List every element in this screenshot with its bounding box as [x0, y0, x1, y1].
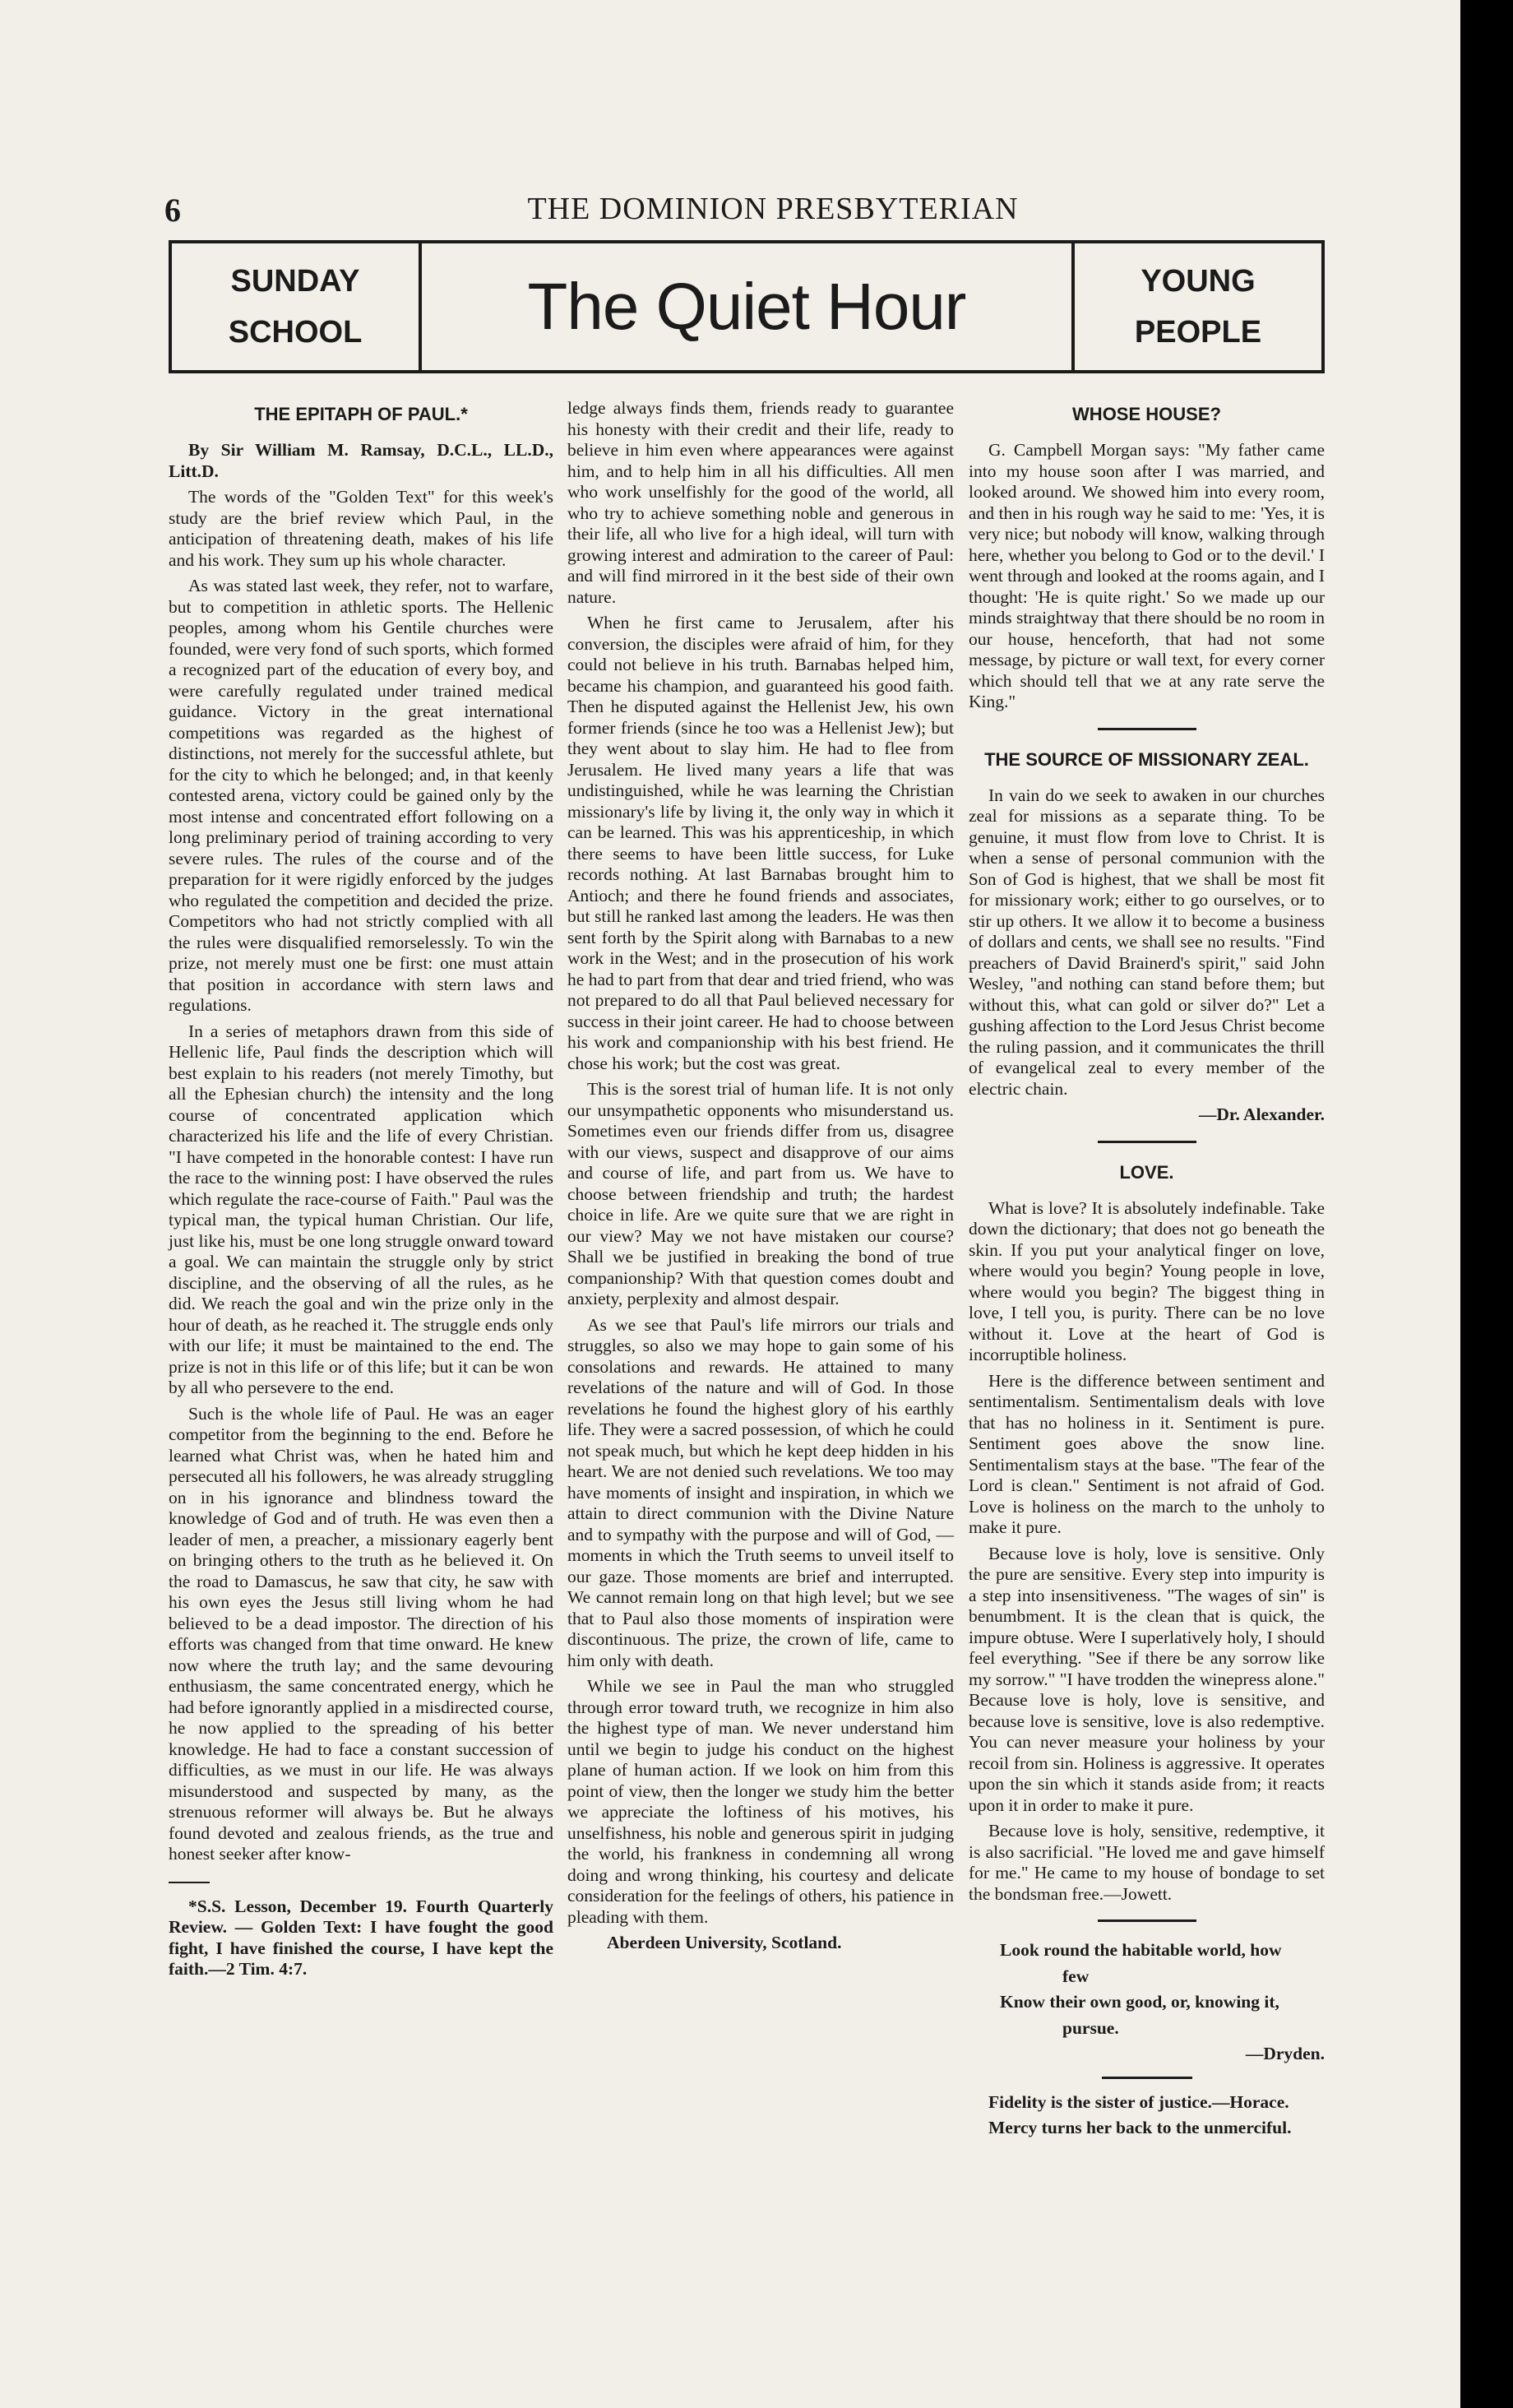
section-title: The Quiet Hour: [527, 270, 966, 343]
section-banner: [169, 240, 1325, 373]
banner-left-line2: SCHOOL: [228, 315, 363, 350]
running-head: [164, 191, 1381, 240]
article-paragraph: This is the sorest trial of human life. It is not only our unsympathetic opponents who misunderstand us. Sometimes even our friends differ from us, disagree with our views, suspect and disapprove of our aims and course of life, and part from us. We have to choose between friendship and truth; the hardest choice in life. Are we quite sure that we are right in our view? May we not have mistaken our course? Shall we be justified in breaking the bond of true companionship? With that question comes doubt and anxiety, perplexity and almost despair.: [567, 1079, 954, 1308]
footnote-divider: [169, 1882, 210, 1883]
article-paragraph: Here is the difference between sentiment and sentimentalism. Sentimentalism deals with love that has no holiness in it. Sentiment is pure. Sentiment goes above the snow line. Sentimentalism stays at the base. "The fear of the Lord is clean." Sentiment is not afraid of God. Love is holiness on the march to the unholy to make it pure.: [969, 1370, 1325, 1537]
banner-center-box: [422, 243, 1071, 370]
banner-left-box: [172, 243, 422, 370]
article-paragraph: In vain do we seek to awaken in our churches zeal for missions as a separate thing. To be genuine, it must flow from love to Christ. It is when a sense of personal communion with the Son of God is highest, that we shall be most fit for missionary work; either to go ourselves, or to stir up others. It we allow it to become a business of dollars and cents, we shall see no results. "Find preachers of David Brainerd's spirit," said John Wesley, "and nothing can stand before them; but without this, what can gold or silver do?" Let a gushing affection to the Lord Jesus Christ become the ruling passion, and it communicates the thrill of evangelical zeal to every member of the electric chain.: [969, 785, 1325, 1099]
poem-line: Know their own good, or, knowing it,: [1000, 1992, 1279, 2012]
article-heading: THE SOURCE OF MISSIONARY ZEAL.: [984, 748, 1309, 770]
article-paragraph: As was stated last week, they refer, not to warfare, but to competition in athletic sports. The Hellenic peoples, among whom his Gentile churches were founded, were very fond of such sports, which formed a recognized part of the education of every boy, and were carefully regulated under trained medical guidance. Victory in the great international competitions was regarded as the highest of distinctions, not merely for the successful athlete, but for the city to which he belonged; and, in that keenly contested arena, victory could be gained only by the most intense and concentrated effort following on a long preliminary period of training according to very severe rules. The rules of the course and of the preparation for it were rigidly enforced by the judges who regulated the competition and decided the prize. Competitors who had not strictly complied with all the rules were disqualified remorselessly. To win the prize, not merely must one be first: one must attain that position in accordance with stern laws and regulations.: [169, 576, 553, 1015]
banner-right-line2: PEOPLE: [1134, 315, 1262, 350]
maxim: Fidelity is the sister of justice.—Horace.: [988, 2091, 1289, 2112]
article-paragraph: When he first came to Jerusalem, after his conversion, the disciples were afraid of him, for they could not believe in his truth. Barnabas helped him, became his champion, and guaranteed his good faith. Then he disputed against the Hellenist Jew, his own former friends (since he too was a Hellenist Jew); but they went about to slay him. He had to flee from Jerusalem. He lived many years a life that was undistinguished, while he was learning the Christian missionary's life by living it, the only way in which it can be learned. This was his apprenticeship, in which there seems to have been little success, for Luke records nothing. At last Barnabas brought him to Antioch; and there he found friends and associates, but still he ranked last among the leaders. He was then sent forth by the Spirit along with Barnabas to a new work in the West; and in the prosecution of his work he had to part from that dear and tried friend, who was not prepared to do all that Paul believed necessary for success in their joint career. He had to choose between his work and companionship with his best friend. He chose his work; but the cost was great.: [567, 613, 954, 1073]
column-1: [169, 398, 553, 1985]
section-divider: [1098, 1141, 1196, 1143]
banner-right-line1: YOUNG: [1141, 264, 1256, 299]
article-paragraph: What is love? It is absolutely indefinable. Take down the dictionary; that does not go beneath the skin. If you put your analytical finger on love, where would you begin? Young people in love, where would you begin? The biggest thing in love, I tell you, is purity. There can be no love without it. Love at the heart of God is incorruptible holiness.: [969, 1197, 1325, 1364]
section-divider: [1102, 2077, 1192, 2079]
page-number: 6: [164, 192, 181, 229]
article-paragraph: While we see in Paul the man who struggled through error toward truth, we recognize in him also the highest type of man. We never understand him until we begin to judge his conduct on the highest plane of human action. If we look on him from this point of view, then the longer we study him the better we appreciate the loftiness of his motives, his unselfishness, his noble and generous spirit in judging the world, his frankness in condemning all wrong doing and wrong thinking, his courtesy and delicate consideration for the feelings of others, his patience in pleading with them.: [567, 1676, 954, 1927]
article-byline: By Sir William M. Ramsay, D.C.L., LL.D., Litt.D.: [169, 440, 553, 481]
section-divider: [1098, 1919, 1196, 1922]
footnote: *S.S. Lesson, December 19. Fourth Quarterly Review. — Golden Text: I have fought the good fight, I have finished the course, I have kept the faith.—2 Tim. 4:7.: [169, 1896, 553, 1979]
article-paragraph: Because love is holy, love is sensitive. Only the pure are sensitive. Every step into impurity is a step into insensitiveness. "The wages of sin" is benumbment. It is the clean that is quick, the impure obtuse. Were I superlatively holy, I should feel everything. "See if there be any sorrow like my sorrow." "I have trodden the winepress alone." Because love is holy, love is sensitive, and because love is sensitive, love is also redemptive. You can never measure your holiness by your recoil from sin. Holiness is aggressive. It operates upon the sin which it stands aside from; it reacts upon it in order to make it pure.: [969, 1543, 1325, 1815]
article-heading: THE EPITAPH OF PAUL.*: [254, 404, 468, 424]
banner-right-box: [1071, 243, 1321, 370]
poem-line: pursue.: [1062, 2017, 1119, 2038]
article-heading: WHOSE HOUSE?: [1072, 404, 1221, 424]
column-2: [567, 398, 954, 1959]
poem-line: Look round the habitable world, how: [1000, 1940, 1282, 1960]
article-paragraph: Because love is holy, sensitive, redemptive, it is also sacrificial. "He loved me and gave himself for me." He came to my house of bondage to set the bondsman free.—Jowett.: [969, 1821, 1325, 1904]
poem-attribution: —Dryden.: [1245, 2044, 1325, 2063]
journal-title: THE DOMINION PRESBYTERIAN: [527, 192, 1019, 226]
column-3: [969, 398, 1325, 2144]
poem-line: few: [1062, 1966, 1090, 1986]
article-paragraph: As we see that Paul's life mirrors our trials and struggles, so also we may hope to gain some of his consolations and rewards. He attained to many revelations of the nature and will of God. In those revelations he found the highest glory of his earthly life. They were a sacred possession, of which he could not speak much, but which he kept deep hidden in his heart. We are not denied such revelations. We too may have moments of insight and inspiration, in which we attain to direct communion with the Divine Nature and to sympathy with the purpose and will of God, — moments in which the Truth seems to unveil itself to our gaze. Those moments are brief and interrupted. We cannot remain long on that high level; but we see that to Paul also those moments of inspiration were discontinuous. The prize, the crown of life, came to him only with death.: [567, 1314, 954, 1670]
maxim: Mercy turns her back to the unmerciful.: [988, 2118, 1292, 2137]
article-paragraph: G. Campbell Morgan says: "My father came into my house soon after I was married, and looked around. We showed him into every room, and then in his rough way he said to me: 'Yes, it is very nice; but nobody will know, walking through here, whether you belong to God or to the devil.' I went through and looked at the rooms again, and I thought: 'He is quite right.' So we made up our minds straightway that there should be no room in our house, henceforth, that had not some message, by picture or wall text, for every corner which should tell that we at any rate serve the King.": [969, 440, 1325, 711]
banner-left-line1: SUNDAY: [230, 264, 360, 299]
article-signoff: Aberdeen University, Scotland.: [607, 1933, 842, 1952]
article-paragraph: Such is the whole life of Paul. He was an eager competitor from the beginning to the end. Before he learned what Christ was, when he hated him and persecuted all his followers, he was already struggling on in his ignorance and blindness toward the knowledge of God and of truth. He was even then a leader of men, a preacher, a missionary eagerly bent on bringing others to the truth as he believed it. On the road to Damascus, he saw that city, he saw with his own eyes the Jesus still living whom he had believed to be a dead impostor. The direction of his efforts was changed from that time onward. He knew now where the truth lay; and the same devouring enthusiasm, the same concentrated energy, which he had before ignorantly applied in a misdirected course, he now applied to the spreading of his better knowledge. He had to face a constant succession of difficulties, as we must in our life. He was always misunderstood and suspected by many, as the strenuous reformer will always be. But he always found devoted and zealous friends, as the true and honest seeker after know-: [169, 1403, 553, 1864]
section-divider: [1098, 728, 1196, 730]
article-heading: LOVE.: [1119, 1161, 1174, 1183]
article-paragraph: The words of the "Golden Text" for this week's study are the brief review which Paul, in the anticipation of threatening death, makes of his life and his work. They sum up his whole character.: [169, 487, 553, 570]
article-paragraph: ledge always finds them, friends ready to guarantee his honesty with their credit and their life, ready to believe in him even where appearances were against him, and to help him in all his difficulties. All men who work unselfishly for the good of the world, all who try to achieve something noble and generous in their life, all who live for a high ideal, will turn with growing interest and admiration to the career of Paul: and will find mirrored in it the best side of their own nature.: [567, 398, 954, 607]
article-paragraph: In a series of metaphors drawn from this side of Hellenic life, Paul finds the description which will best explain to his readers (not merely Timothy, but all the Ephesian church) the intensity and the long course of concentrated application which characterized his life and the life of every Christian. "I have competed in the honorable contest: I have run the race to the winning post: I have observed the rules which regulate the race-course of Faith." Paul was the typical man, the typical human Christian. Our life, just like his, must be one long struggle onward toward a goal. We can maintain the struggle only by strict discipline, and the observing of all the rules, as he did. We reach the goal and win the prize only in the hour of death, as he reached it. The struggle ends only with our life; it must be maintained to the end. The prize is not in this life or of this life; but it can be won by all who persevere to the end.: [169, 1021, 553, 1397]
article-attribution: —Dr. Alexander.: [1198, 1104, 1325, 1124]
